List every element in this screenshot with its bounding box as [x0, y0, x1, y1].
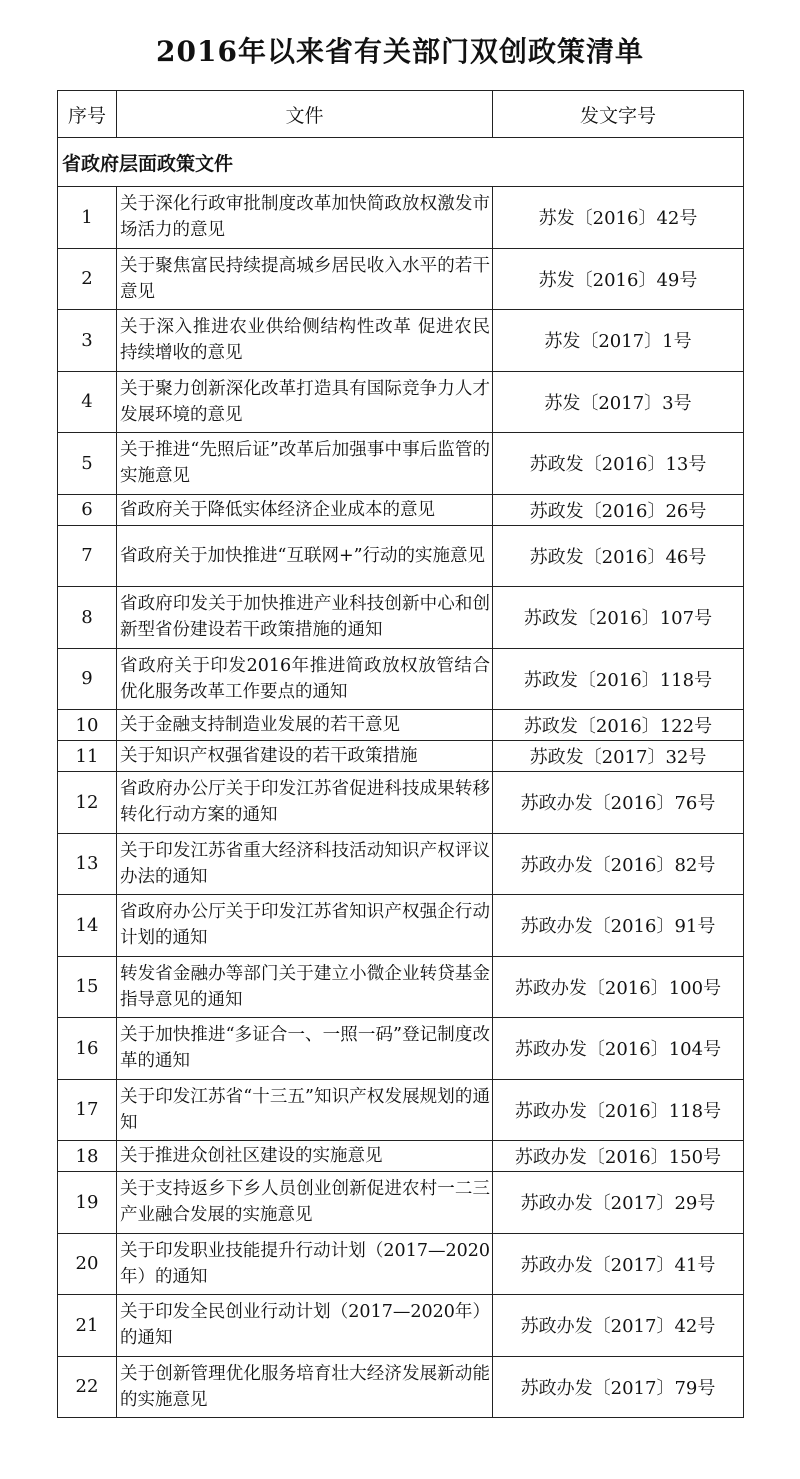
table-row	[58, 895, 744, 957]
document-title: 省政府办公厅关于印发江苏省促进科技成果转移转化行动方案的通知	[117, 772, 493, 834]
document-title: 关于印发全民创业行动计划（2017—2020年）的通知	[117, 1295, 493, 1357]
document-code: 苏发〔2017〕3号	[493, 371, 744, 433]
row-number: 18	[58, 1141, 117, 1172]
document-title: 省政府印发关于加快推进产业科技创新中心和创新型省份建设若干政策措施的通知	[117, 587, 493, 649]
document-title: 省政府关于加快推进“互联网+”行动的实施意见	[117, 525, 493, 587]
section-row	[58, 138, 744, 187]
document-code: 苏政办发〔2016〕100号	[493, 956, 744, 1018]
document-code: 苏政办发〔2017〕29号	[493, 1172, 744, 1234]
row-number: 5	[58, 433, 117, 495]
document-code: 苏政发〔2016〕122号	[493, 710, 744, 741]
document-code: 苏政发〔2016〕118号	[493, 648, 744, 710]
document-code: 苏政发〔2016〕13号	[493, 433, 744, 495]
table-row	[58, 525, 744, 587]
table-row	[58, 833, 744, 895]
row-number: 2	[58, 248, 117, 310]
document-title: 关于支持返乡下乡人员创业创新促进农村一二三产业融合发展的实施意见	[117, 1172, 493, 1234]
row-number: 1	[58, 187, 117, 249]
table-row	[58, 494, 744, 525]
row-number: 16	[58, 1018, 117, 1080]
document-code: 苏政办发〔2017〕79号	[493, 1356, 744, 1418]
table-row	[58, 187, 744, 249]
table-row	[58, 248, 744, 310]
page-title: 2016年以来省有关部门双创政策清单	[156, 35, 644, 68]
table-row	[58, 1018, 744, 1080]
table-header-row	[58, 91, 744, 138]
row-number: 14	[58, 895, 117, 957]
row-number: 7	[58, 525, 117, 587]
row-number: 21	[58, 1295, 117, 1357]
document-title: 省政府关于降低实体经济企业成本的意见	[117, 494, 493, 525]
document-title: 转发省金融办等部门关于建立小微企业转贷基金指导意见的通知	[117, 956, 493, 1018]
document-title: 关于印发职业技能提升行动计划（2017—2020年）的通知	[117, 1233, 493, 1295]
row-number: 9	[58, 648, 117, 710]
document-code: 苏政办发〔2016〕91号	[493, 895, 744, 957]
row-number: 12	[58, 772, 117, 834]
table-row	[58, 587, 744, 649]
document-title: 关于印发江苏省“十三五”知识产权发展规划的通知	[117, 1079, 493, 1141]
document-title: 关于聚力创新深化改革打造具有国际竞争力人才发展环境的意见	[117, 371, 493, 433]
document-code: 苏政发〔2016〕46号	[493, 525, 744, 587]
document-title: 关于深入推进农业供给侧结构性改革 促进农民持续增收的意见	[117, 310, 493, 372]
row-number: 20	[58, 1233, 117, 1295]
document-title: 省政府办公厅关于印发江苏省知识产权强企行动计划的通知	[117, 895, 493, 957]
row-number: 3	[58, 310, 117, 372]
document-title: 关于印发江苏省重大经济科技活动知识产权评议办法的通知	[117, 833, 493, 895]
document-code: 苏政发〔2016〕26号	[493, 494, 744, 525]
row-number: 19	[58, 1172, 117, 1234]
document-title: 关于推进“先照后证”改革后加强事中事后监管的实施意见	[117, 433, 493, 495]
table-row	[58, 1356, 744, 1418]
document-title: 关于金融支持制造业发展的若干意见	[117, 710, 493, 741]
document-title: 关于推进众创社区建设的实施意见	[117, 1141, 493, 1172]
table-row	[58, 956, 744, 1018]
row-number: 13	[58, 833, 117, 895]
document-code: 苏发〔2016〕42号	[493, 187, 744, 249]
table-row	[58, 710, 744, 741]
table-row	[58, 1233, 744, 1295]
row-number: 8	[58, 587, 117, 649]
document-code: 苏政发〔2016〕107号	[493, 587, 744, 649]
row-number: 17	[58, 1079, 117, 1141]
row-number: 15	[58, 956, 117, 1018]
table-row	[58, 310, 744, 372]
document-code: 苏政办发〔2016〕76号	[493, 772, 744, 834]
row-number: 22	[58, 1356, 117, 1418]
row-number: 4	[58, 371, 117, 433]
table-row	[58, 1295, 744, 1357]
document-code: 苏发〔2017〕1号	[493, 310, 744, 372]
row-number: 10	[58, 710, 117, 741]
table-row	[58, 648, 744, 710]
document-title: 关于深化行政审批制度改革加快简政放权激发市场活力的意见	[117, 187, 493, 249]
document-title: 关于创新管理优化服务培育壮大经济发展新动能的实施意见	[117, 1356, 493, 1418]
table-row	[58, 741, 744, 772]
document-code: 苏政发〔2017〕32号	[493, 741, 744, 772]
document-title: 关于加快推进“多证合一、一照一码”登记制度改革的通知	[117, 1018, 493, 1080]
document-code: 苏政办发〔2016〕118号	[493, 1079, 744, 1141]
document-title: 关于知识产权强省建设的若干政策措施	[117, 741, 493, 772]
document-code: 苏政办发〔2017〕41号	[493, 1233, 744, 1295]
header-no: 序号	[58, 91, 117, 138]
section-title: 省政府层面政策文件	[58, 138, 744, 187]
document-code: 苏政办发〔2016〕150号	[493, 1141, 744, 1172]
document-code: 苏政办发〔2016〕104号	[493, 1018, 744, 1080]
table-row	[58, 1079, 744, 1141]
document-title: 省政府关于印发2016年推进简政放权放管结合优化服务改革工作要点的通知	[117, 648, 493, 710]
document-code: 苏政办发〔2016〕82号	[493, 833, 744, 895]
row-number: 11	[58, 741, 117, 772]
policy-table	[57, 90, 744, 1418]
document-code: 苏政办发〔2017〕42号	[493, 1295, 744, 1357]
table-row	[58, 433, 744, 495]
document-code: 苏发〔2016〕49号	[493, 248, 744, 310]
table-row	[58, 1172, 744, 1234]
header-doc: 文件	[117, 91, 493, 138]
header-code: 发文字号	[493, 91, 744, 138]
table-row	[58, 371, 744, 433]
document-title: 关于聚焦富民持续提高城乡居民收入水平的若干意见	[117, 248, 493, 310]
row-number: 6	[58, 494, 117, 525]
table-row	[58, 772, 744, 834]
table-row	[58, 1141, 744, 1172]
